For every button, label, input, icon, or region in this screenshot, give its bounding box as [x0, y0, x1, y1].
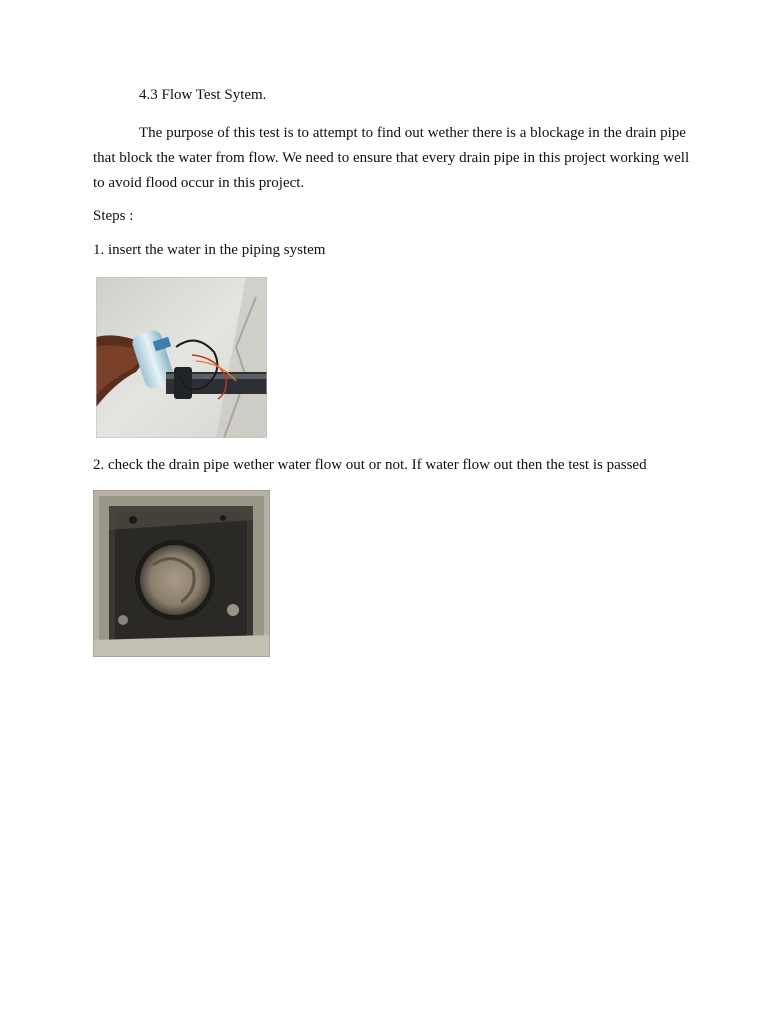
step-2-text: 2. check the drain pipe wether water flow out or not. If water flow out then the test is passed	[93, 457, 647, 473]
step-1-photo	[96, 277, 267, 438]
purpose-paragraph	[93, 121, 693, 196]
water-pouring-image	[96, 277, 267, 438]
steps-label: Steps :	[93, 208, 134, 224]
step-1-text: 1. insert the water in the piping system	[93, 242, 326, 258]
step-2-photo	[93, 490, 270, 657]
floor-drain-image	[93, 490, 270, 657]
purpose-paragraph-text: The purpose of this test is to attempt to find out wether there is a blockage in the drain pipe that block the water from flow. We need to ensure that every drain pipe in this project working well to avoid flood occur in this project.	[93, 125, 690, 191]
section-heading: 4.3 Flow Test Sytem.	[139, 87, 267, 103]
